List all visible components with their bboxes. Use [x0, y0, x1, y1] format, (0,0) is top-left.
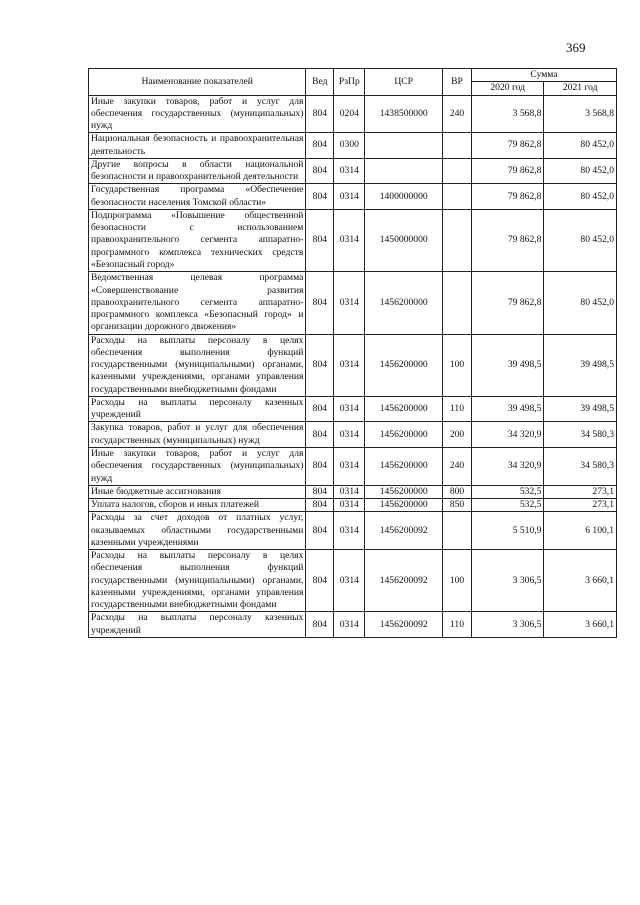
cell-vr [443, 184, 472, 210]
cell-ved: 804 [306, 396, 334, 422]
cell-2020: 3 306,5 [472, 612, 544, 638]
cell-2020: 34 320,9 [472, 422, 544, 448]
cell-name: Закупка товаров, работ и услуг для обеспечения государственных (муниципальных) нужд [89, 422, 306, 448]
cell-vr [443, 209, 472, 271]
table-row [89, 447, 617, 485]
cell-2021: 39 498,5 [544, 334, 617, 396]
header-csr: ЦСР [365, 69, 443, 96]
cell-ved: 804 [306, 158, 334, 184]
table-row [89, 95, 617, 133]
cell-rzpr: 0314 [334, 209, 365, 271]
table-row [89, 209, 617, 271]
cell-vr [443, 158, 472, 184]
cell-vr: 100 [443, 550, 472, 612]
table-row [89, 396, 617, 422]
cell-rzpr: 0314 [334, 447, 365, 485]
cell-2021: 80 452,0 [544, 133, 617, 159]
table-row [89, 184, 617, 210]
cell-name: Уплата налогов, сборов и иных платежей [89, 499, 306, 512]
cell-ved: 804 [306, 550, 334, 612]
cell-csr [365, 158, 443, 184]
cell-2020: 532,5 [472, 485, 544, 498]
cell-csr: 1456200000 [365, 422, 443, 448]
cell-vr: 110 [443, 396, 472, 422]
table-row [89, 272, 617, 334]
cell-2021: 3 568,8 [544, 95, 617, 133]
cell-csr: 1400000000 [365, 184, 443, 210]
cell-name: Расходы за счет доходов от платных услуг, оказываемых областными государственными казенными учреждениями [89, 512, 306, 550]
cell-rzpr: 0314 [334, 184, 365, 210]
cell-csr: 1450000000 [365, 209, 443, 271]
cell-2020: 532,5 [472, 499, 544, 512]
cell-2020: 3 568,8 [472, 95, 544, 133]
cell-name: Расходы на выплаты персоналу казенных учреждений [89, 396, 306, 422]
cell-vr: 100 [443, 334, 472, 396]
table-row [89, 158, 617, 184]
header-ved: Вед [306, 69, 334, 96]
cell-ved: 804 [306, 334, 334, 396]
header-name: Наименование показателей [89, 69, 306, 96]
cell-2020: 79 862,8 [472, 209, 544, 271]
cell-2021: 80 452,0 [544, 184, 617, 210]
table-row [89, 133, 617, 159]
table-row [89, 512, 617, 550]
cell-rzpr: 0314 [334, 550, 365, 612]
table-row [89, 550, 617, 612]
cell-rzpr: 0314 [334, 499, 365, 512]
cell-name: Иные закупки товаров, работ и услуг для обеспечения государственных (муниципальных) нужд [89, 447, 306, 485]
cell-csr: 1456200092 [365, 612, 443, 638]
header-year-2021: 2021 год [544, 82, 617, 95]
cell-vr: 850 [443, 499, 472, 512]
header-vr: ВР [443, 69, 472, 96]
table-row [89, 499, 617, 512]
cell-rzpr: 0314 [334, 158, 365, 184]
cell-2020: 39 498,5 [472, 334, 544, 396]
cell-rzpr: 0314 [334, 512, 365, 550]
cell-name: Другие вопросы в области национальной безопасности и правоохранительной деятельности [89, 158, 306, 184]
page-number: 369 [566, 40, 586, 55]
cell-2020: 5 510,9 [472, 512, 544, 550]
cell-name: Иные бюджетные ассигнования [89, 485, 306, 498]
cell-name: Подпрограмма «Повышение общественной безопасности с использованием правоохранительного сегмента аппаратно-программного комплекса технических средств «Безопасный город» [89, 209, 306, 271]
cell-2021: 34 580,3 [544, 447, 617, 485]
cell-ved: 804 [306, 272, 334, 334]
cell-name: Иные закупки товаров, работ и услуг для обеспечения государственных (муниципальных) нужд [89, 95, 306, 133]
cell-csr: 1456200000 [365, 272, 443, 334]
cell-2021: 80 452,0 [544, 158, 617, 184]
cell-ved: 804 [306, 612, 334, 638]
cell-vr [443, 272, 472, 334]
cell-csr: 1456200092 [365, 550, 443, 612]
table-header [89, 69, 617, 96]
cell-2021: 34 580,3 [544, 422, 617, 448]
cell-ved: 804 [306, 485, 334, 498]
cell-vr: 240 [443, 95, 472, 133]
cell-ved: 804 [306, 133, 334, 159]
cell-2020: 34 320,9 [472, 447, 544, 485]
cell-csr [365, 133, 443, 159]
cell-ved: 804 [306, 512, 334, 550]
cell-vr [443, 133, 472, 159]
cell-rzpr: 0314 [334, 485, 365, 498]
cell-csr: 1456200000 [365, 499, 443, 512]
cell-2021: 6 100,1 [544, 512, 617, 550]
cell-2020: 79 862,8 [472, 133, 544, 159]
header-sum: Сумма [472, 69, 617, 82]
cell-ved: 804 [306, 95, 334, 133]
header-rzpr: РзПр [334, 69, 365, 96]
cell-rzpr: 0204 [334, 95, 365, 133]
cell-csr: 1456200000 [365, 334, 443, 396]
cell-ved: 804 [306, 499, 334, 512]
header-year-2020: 2020 год [472, 82, 544, 95]
table-row [89, 612, 617, 638]
cell-csr: 1456200000 [365, 485, 443, 498]
cell-ved: 804 [306, 184, 334, 210]
table-body [89, 95, 617, 637]
cell-2021: 3 660,1 [544, 612, 617, 638]
cell-rzpr: 0314 [334, 396, 365, 422]
cell-2021: 80 452,0 [544, 209, 617, 271]
budget-table [88, 68, 617, 638]
cell-vr: 800 [443, 485, 472, 498]
cell-vr: 200 [443, 422, 472, 448]
cell-2020: 79 862,8 [472, 158, 544, 184]
cell-ved: 804 [306, 209, 334, 271]
cell-csr: 1438500000 [365, 95, 443, 133]
cell-name: Национальная безопасность и правоохранительная деятельность [89, 133, 306, 159]
cell-name: Расходы на выплаты персоналу казенных учреждений [89, 612, 306, 638]
table-row [89, 485, 617, 498]
cell-name: Ведомственная целевая программа «Совершенствование развития правоохранительного сегмента аппаратно-программного комплекса «Безопасный город» и организации дорожного движения» [89, 272, 306, 334]
cell-2020: 79 862,8 [472, 184, 544, 210]
cell-2021: 80 452,0 [544, 272, 617, 334]
cell-vr: 240 [443, 447, 472, 485]
cell-name: Расходы на выплаты персоналу в целях обеспечения выполнения функций государственными (муниципальными) органами, казенными учреждениями, органами управления государственными внебюджетными фондами [89, 334, 306, 396]
cell-name: Государственная программа «Обеспечение безопасности населения Томской области» [89, 184, 306, 210]
cell-ved: 804 [306, 422, 334, 448]
table-row [89, 334, 617, 396]
cell-rzpr: 0300 [334, 133, 365, 159]
cell-vr: 110 [443, 612, 472, 638]
cell-name: Расходы на выплаты персоналу в целях обеспечения выполнения функций государственными (муниципальными) органами, казенными учреждениями, органами управления государственными внебюджетными фондами [89, 550, 306, 612]
cell-2021: 273,1 [544, 499, 617, 512]
cell-2021: 3 660,1 [544, 550, 617, 612]
table-row [89, 422, 617, 448]
cell-vr [443, 512, 472, 550]
cell-2020: 3 306,5 [472, 550, 544, 612]
cell-2021: 39 498,5 [544, 396, 617, 422]
cell-2020: 39 498,5 [472, 396, 544, 422]
cell-rzpr: 0314 [334, 612, 365, 638]
cell-2021: 273,1 [544, 485, 617, 498]
cell-rzpr: 0314 [334, 422, 365, 448]
cell-csr: 1456200000 [365, 447, 443, 485]
cell-csr: 1456200000 [365, 396, 443, 422]
cell-ved: 804 [306, 447, 334, 485]
cell-csr: 1456200092 [365, 512, 443, 550]
cell-rzpr: 0314 [334, 272, 365, 334]
cell-2020: 79 862,8 [472, 272, 544, 334]
cell-rzpr: 0314 [334, 334, 365, 396]
